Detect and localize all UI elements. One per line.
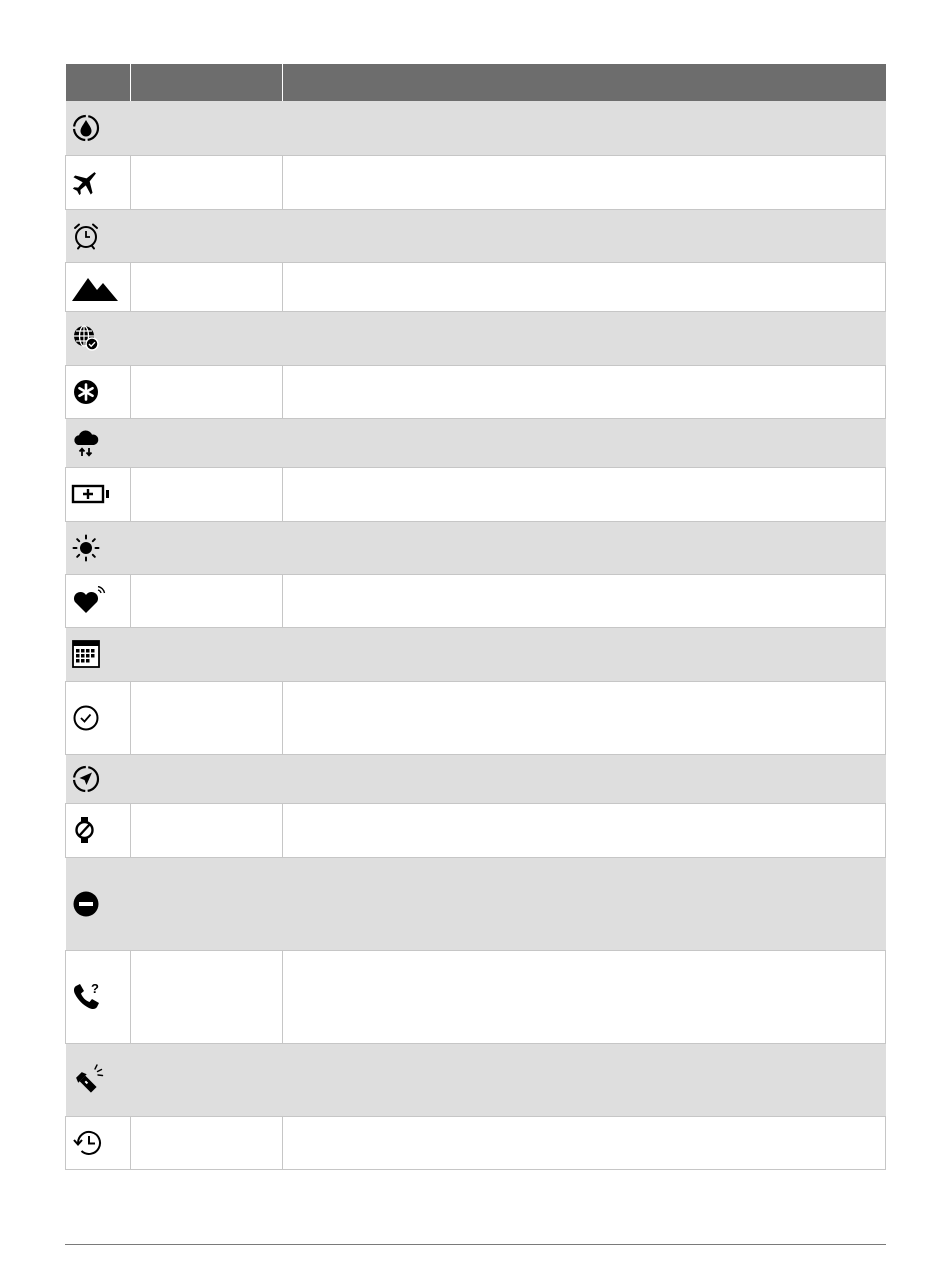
row-name — [130, 155, 282, 209]
clock-check-icon — [71, 703, 101, 733]
row-name — [130, 754, 282, 803]
table-row — [66, 311, 886, 365]
table-row — [66, 467, 886, 521]
header-description-col — [282, 64, 886, 101]
flashlight-icon — [71, 1063, 105, 1097]
table-row — [66, 1043, 886, 1116]
row-name — [130, 467, 282, 521]
row-description — [282, 803, 886, 857]
battery-saver-icon — [71, 479, 111, 509]
row-name — [130, 681, 282, 754]
globe-sync-icon — [71, 323, 101, 353]
row-name — [130, 574, 282, 627]
table-row — [66, 857, 886, 950]
row-name — [130, 1116, 282, 1169]
cloud-sync-icon — [71, 428, 101, 458]
airplane-icon — [71, 167, 101, 197]
controls-table — [65, 64, 886, 1170]
row-description — [282, 418, 886, 467]
broadcast-heart-rate-icon — [71, 586, 107, 616]
row-description — [282, 209, 886, 262]
table-row — [66, 574, 886, 627]
table-row — [66, 950, 886, 1043]
row-description — [282, 950, 886, 1043]
table-row — [66, 209, 886, 262]
mountain-icon — [71, 272, 119, 302]
row-name — [130, 365, 282, 418]
row-name — [130, 1043, 282, 1116]
row-name — [130, 262, 282, 311]
header-icon-col — [66, 64, 131, 101]
row-name — [130, 101, 282, 155]
row-description — [282, 155, 886, 209]
row-name — [130, 857, 282, 950]
row-name — [130, 209, 282, 262]
row-description — [282, 1116, 886, 1169]
row-description — [282, 311, 886, 365]
table-row — [66, 418, 886, 467]
table-row — [66, 1116, 886, 1169]
row-name — [130, 627, 282, 681]
table-row — [66, 101, 886, 155]
water-lock-icon — [71, 113, 101, 143]
row-description — [282, 627, 886, 681]
compass-arrow-icon — [71, 764, 101, 794]
row-description — [282, 754, 886, 803]
find-phone-icon — [71, 980, 105, 1014]
table-row — [66, 365, 886, 418]
table-header — [66, 64, 886, 101]
history-icon — [71, 1128, 105, 1158]
table-row — [66, 681, 886, 754]
row-description — [282, 101, 886, 155]
row-description — [282, 521, 886, 574]
table-row — [66, 155, 886, 209]
table-row — [66, 803, 886, 857]
row-description — [282, 1043, 886, 1116]
row-description — [282, 467, 886, 521]
brightness-icon — [71, 533, 101, 563]
row-description — [282, 681, 886, 754]
table-row — [66, 521, 886, 574]
footer-rule — [65, 1244, 886, 1245]
row-name — [130, 521, 282, 574]
row-name — [130, 950, 282, 1043]
table-row — [66, 627, 886, 681]
alarm-clock-icon — [71, 221, 101, 251]
table-row — [66, 262, 886, 311]
row-name — [130, 803, 282, 857]
row-description — [282, 574, 886, 627]
row-description — [282, 857, 886, 950]
table-row — [66, 754, 886, 803]
row-name — [130, 311, 282, 365]
assistance-asterisk-icon — [71, 377, 101, 407]
row-name — [130, 418, 282, 467]
row-description — [282, 262, 886, 311]
row-description — [282, 365, 886, 418]
calendar-icon — [71, 639, 101, 669]
watch-disabled-icon — [71, 815, 101, 845]
svg-text:?: ? — [91, 980, 99, 996]
header-name-col — [130, 64, 282, 101]
do-not-disturb-icon — [71, 889, 101, 919]
